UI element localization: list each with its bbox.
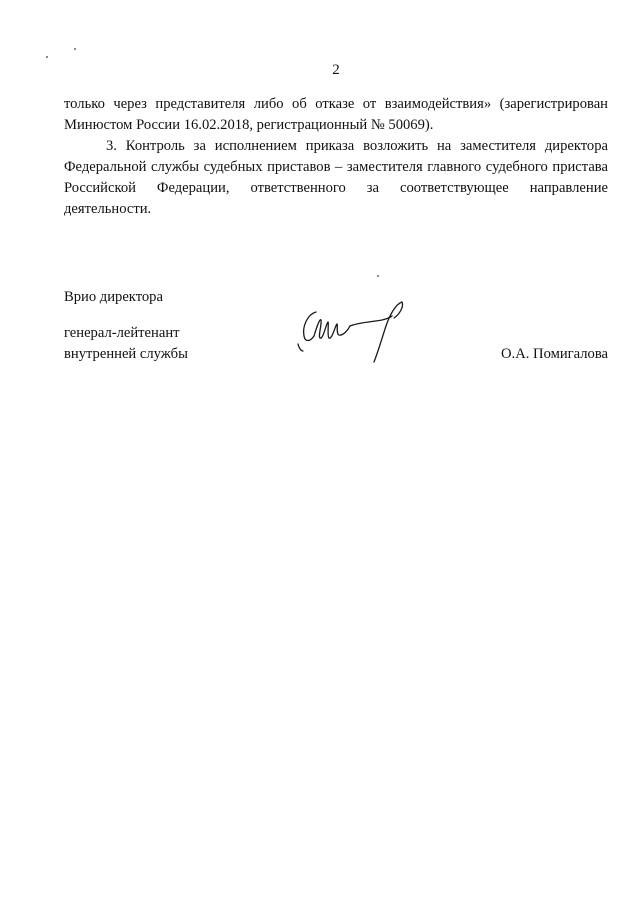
handwritten-signature [290, 296, 410, 366]
paragraph-item-3 [64, 136, 608, 220]
signer-rank-line-2: внутренней службы [64, 346, 188, 362]
signer-role: Врио директора [64, 289, 163, 305]
scan-speck [377, 275, 379, 277]
signer-name: О.А. Помигалова [501, 346, 608, 362]
signer-rank [64, 323, 188, 365]
paragraph-continuation [64, 94, 608, 136]
scan-speck [46, 56, 48, 58]
paragraph-text: только через представителя либо об отказе от взаимодействия» (зарегистрирован Минюстом России 16.02.2018, регистрационный № 50069). [64, 96, 608, 133]
scan-speck [74, 48, 76, 50]
signer-rank-line-1: генерал-лейтенант [64, 325, 180, 341]
paragraph-text: 3. Контроль за исполнением приказа возложить на заместителя директора Федеральной службы судебных приставов – заместителя главного судебного пристава Российской Федерации, ответственного за соответствующее направление деятельности. [64, 138, 608, 217]
page-number: 2 [332, 62, 340, 78]
